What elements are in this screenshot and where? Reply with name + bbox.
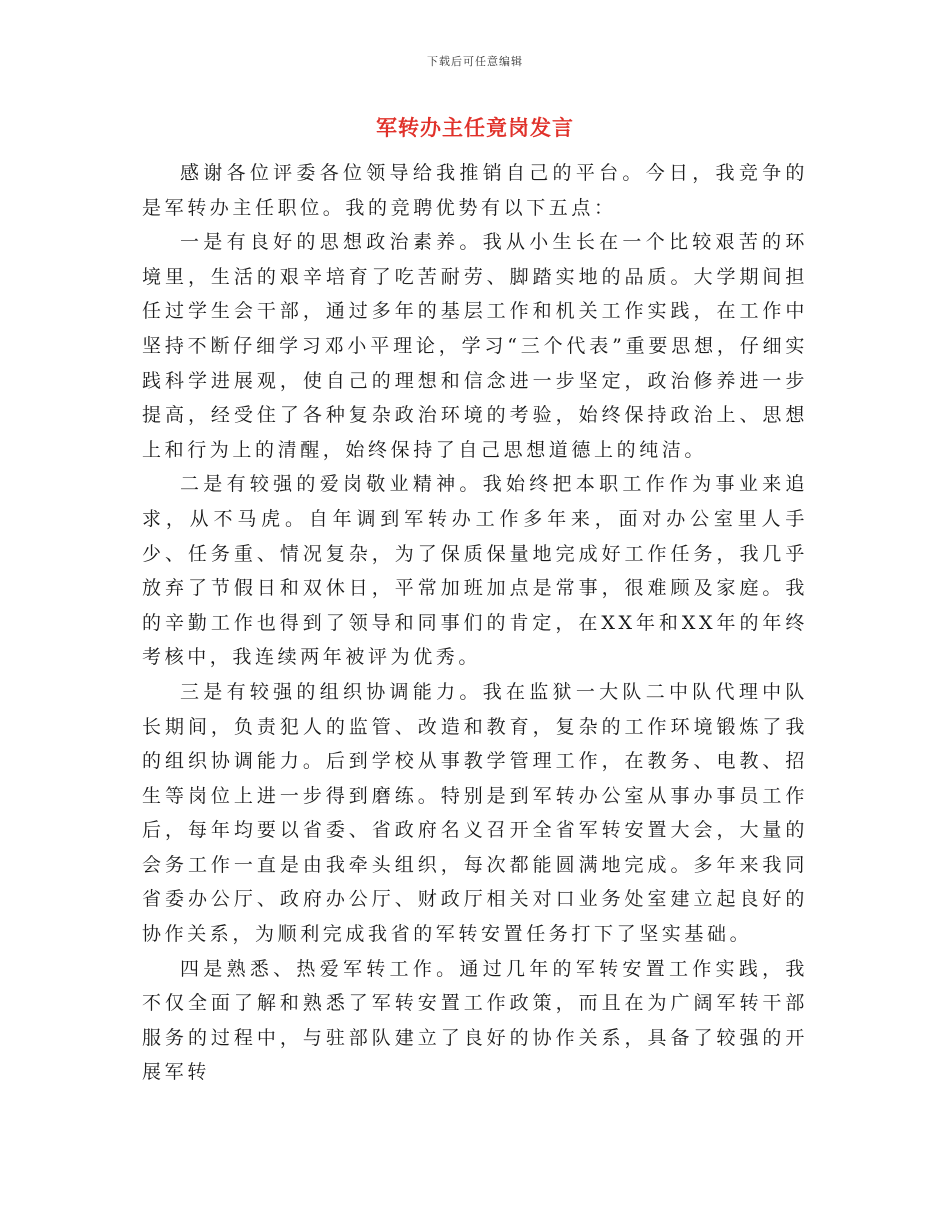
document-body	[142, 156, 808, 1090]
document-title: 军转办主任竟岗发言	[376, 115, 574, 140]
paragraph-intro: 感谢各位评委各位领导给我推销自己的平台。今日，我竞争的是军转办主任职位。我的竞聘优势有以下五点：	[142, 162, 808, 219]
paragraph-point-4: 四是熟悉、热爱军转工作。通过几年的军转安置工作实践，我不仅全面了解和熟悉了军转安置工作政策，而且在为广阔军转干部服务的过程中，与驻部队建立了良好的协作关系，具备了较强的开展军转	[142, 957, 808, 1084]
paragraph-point-3: 三是有较强的组织协调能力。我在监狱一大队二中队代理中队长期间，负责犯人的监管、改造和教育，复杂的工作环境锻炼了我的组织协调能力。后到学校从事教学管理工作，在教务、电教、招生等岗位上进一步得到磨练。特别是到军转办公室从事办事员工作后，每年均要以省委、省政府名义召开全省军转安置大会，大量的会务工作一直是由我牵头组织，每次都能圆满地完成。多年来我同省委办公厅、政府办公厅、财政厅相关对口业务处室建立起良好的协作关系，为顺利完成我省的军转安置任务打下了坚实基础。	[142, 680, 808, 946]
paragraph-point-2: 二是有较强的爱岗敬业精神。我始终把本职工作作为事业来追求，从不马虎。自年调到军转办工作多年来，面对办公室里人手少、任务重、情况复杂，为了保质保量地完成好工作任务，我几乎放弃了节假日和双休日，平常加班加点是常事，很难顾及家庭。我的辛勤工作也得到了领导和同事们的肯定，在XX年和XX年的年终考核中，我连续两年被评为优秀。	[142, 473, 808, 669]
paragraph-point-1: 一是有良好的思想政治素养。我从小生长在一个比较艰苦的环境里，生活的艰辛培育了吃苦耐劳、脚踏实地的品质。大学期间担任过学生会干部，通过多年的基层工作和机关工作实践，在工作中坚持不断仔细学习邓小平理论，学习“三个代表”重要思想，仔细实践科学进展观，使自己的理想和信念进一步坚定，政治修养进一步提高，经受住了各种复杂政治环境的考验，始终保持政治上、思想上和行为上的清醒，始终保持了自己思想道德上的纯洁。	[142, 231, 808, 461]
page-header-note: 下载后可任意编辑	[427, 55, 523, 68]
